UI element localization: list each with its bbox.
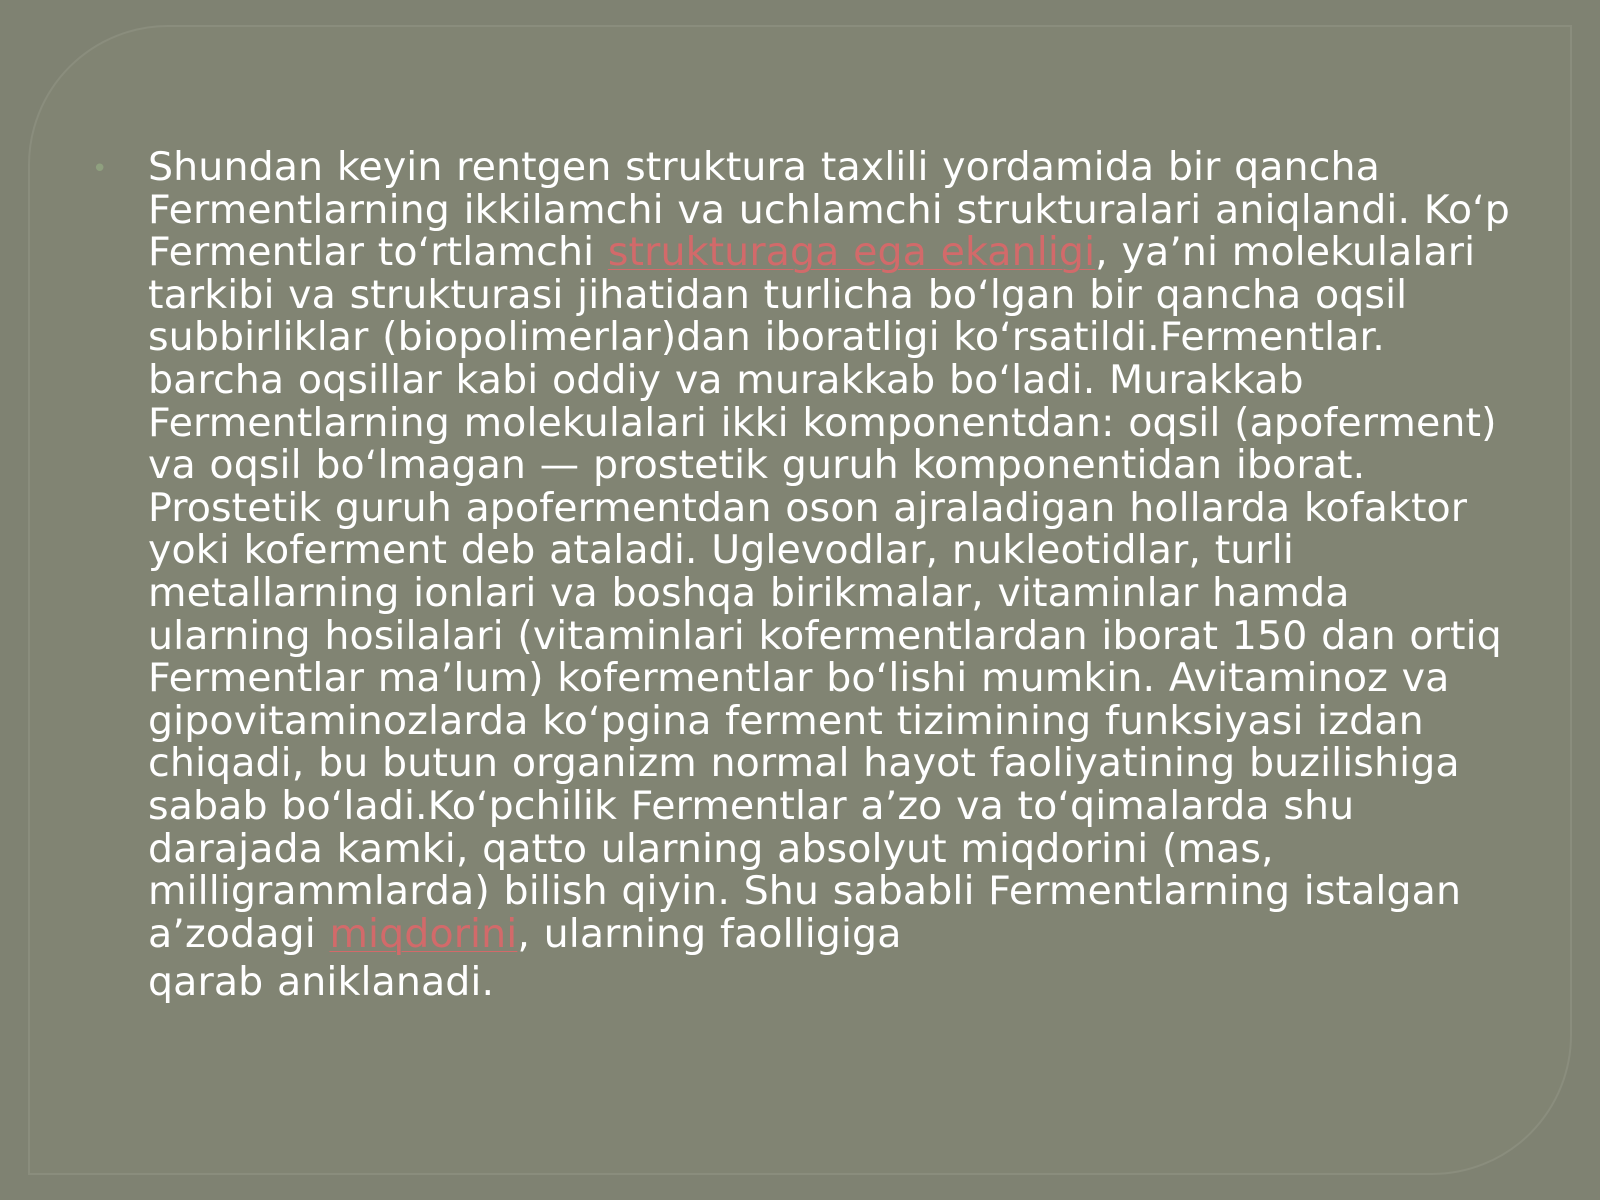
hyperlink-miqdorini[interactable]: miqdorini xyxy=(329,910,518,957)
hyperlink-strukturaga-ega-ekanligi[interactable]: strukturaga ega ekanligi xyxy=(607,229,1096,276)
paragraph-text-2: , yaʼni molekulalari tarkibi va strukturasi jihatidan turlicha boʻlgan bir qancha oqsil subbirliklar (biopolimerlar)dan iboratligi koʻrsatildi.Fermentlar. barcha oqsillar kabi oddiy va murakkab boʻladi. Murakkab Fermentlarning molekulalari ikki komponentdan: oqsil (apoferment) va oqsil boʻlmagan — prostetik guruh komponentidan iborat. Prostetik guruh apofermentdan oson ajraladigan hollarda kofaktor yoki koferment deb ataladi. Uglevodlar, nukleotidlar, turli metallarning ionlari va boshqa birikmalar, vitaminlar hamda ularning hosilalari (vitaminlari kofermentlardan iborat 150 dan ortiq Fermentlar maʼlum) kofermentlar boʻlishi mumkin. Avitaminoz va gipovitaminozlarda koʻpgina ferment tizimining funksiyasi izdan chiqadi, bu butun organizm normal hayot faoliyatining buzilishiga sabab boʻladi.Koʻpchilik Fermentlar aʼzo va toʻqimalarda shu darajada kamki, qatto ularning absolyut miqdorini (mas, milligrammlarda) bilish qiyin. Shu sababli Fermentlarning istalgan aʼzodagi xyxy=(148,229,1502,957)
slide-content xyxy=(92,146,1512,1004)
paragraph-last-line: qarab aniklanadi. xyxy=(148,959,495,1006)
body-paragraph xyxy=(148,146,1518,1004)
paragraph-text-3: , ularning faolligiga xyxy=(517,910,902,957)
bullet-marker: • xyxy=(92,154,108,184)
paragraph-text-1: Shundan keyin rentgen struktura taxlili yordamida bir qancha Fermentlarning ikkilamchi va uchlamchi strukturalari aniqlandi. Koʻp Fermentlar toʻrtlamchi xyxy=(148,144,1510,276)
